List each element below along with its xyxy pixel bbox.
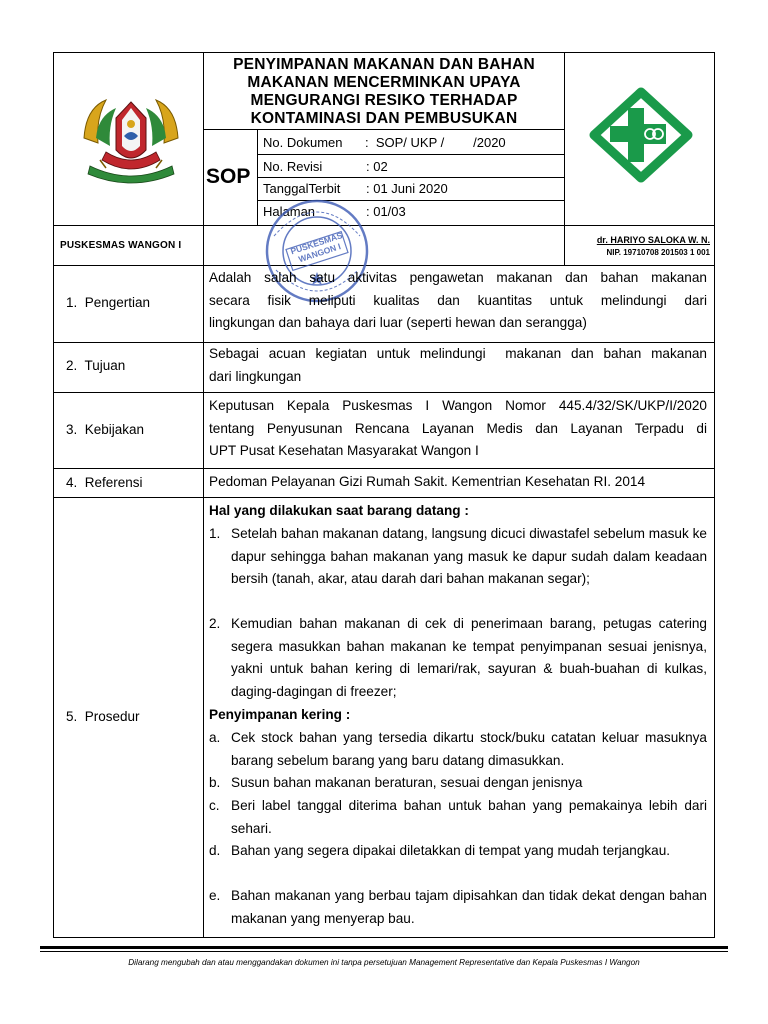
footer-disclaimer: Dilarang mengubah dan atau menggandakan dokumen ini tanpa persetujuan Management Representative dan Kepala Puskesmas I Wangon — [128, 958, 640, 967]
list-marker: c. — [209, 798, 220, 813]
signatory-nip: NIP. 19710708 201503 1 001 — [606, 248, 710, 257]
meta-value-no-revisi: : 02 — [366, 159, 388, 174]
text-line: UPT Pusat Kesehatan Masyarakat Wangon I — [209, 443, 479, 459]
table-top-border — [53, 52, 715, 53]
text-line: dari lingkungan — [209, 368, 302, 384]
regency-logo — [76, 88, 186, 188]
text-line: Adalah salah satu aktivitas pengawetan makanan dan bahan makanan — [209, 270, 707, 285]
section-tujuan-text — [209, 343, 707, 388]
section-pengertian-text — [209, 267, 707, 335]
header-bottom-line — [53, 265, 715, 266]
row-line-3 — [53, 468, 715, 469]
list-text: Beri label tanggal diterima bahan untuk bahan yang pemakainya lebih dari sehari. — [231, 798, 707, 836]
list-text: Bahan makanan yang berbau tajam dipisahkan dan tidak dekat dengan bahan makanan yang menyerap bau. — [231, 888, 707, 926]
list-item — [209, 613, 707, 703]
meta-label-halaman: Halaman — [263, 204, 316, 219]
section-kebijakan-text — [209, 395, 707, 463]
text-line: Keputusan Kepala Puskesmas I Wangon Nomor 445.4/32/SK/UKP/I/2020 — [209, 398, 707, 413]
stamp-text: PUSKESMAS WANGON I — [289, 230, 344, 265]
footer-rule-thin — [40, 951, 728, 952]
list-marker: a. — [209, 730, 221, 745]
meta-label-tanggal-terbit: TanggalTerbit — [263, 181, 341, 196]
title-line: MENGURANGI RESIKO TERHADAP — [250, 92, 518, 109]
list-item — [209, 772, 707, 795]
table-bottom-border — [53, 937, 715, 938]
list-item — [209, 727, 707, 772]
table-right-border — [714, 52, 715, 938]
meta-value-halaman: : 01/03 — [366, 204, 406, 219]
footer-rule-thick — [40, 946, 728, 949]
list-marker: 2. — [209, 616, 221, 631]
text-line: tentang Penyusunan Rencana Layanan Medis dan Layanan Terpadu di — [209, 420, 707, 436]
list-item — [209, 885, 707, 930]
title-line: MAKANAN MENCERMINKAN UPAYA — [247, 74, 521, 91]
text-line: Sebagai acuan kegiatan untuk melindungi makanan dan bahan makanan — [209, 346, 707, 361]
list-item — [209, 840, 707, 863]
meta-row-line-2 — [257, 177, 565, 178]
title-line: KONTAMINASI DAN PEMBUSUKAN — [250, 110, 518, 127]
list-text: Kemudian bahan makanan di cek di penerimaan barang, petugas catering segera masukkan bahan makanan ke tempat penyimpanan sesuai jenisnya, yakni untuk bahan kering di lemari/rak, sayuran & buah-buahan di kulkas, daging-dagingan di freezer; — [231, 616, 707, 699]
org-name: PUSKESMAS WANGON I — [60, 240, 182, 251]
title-line: PENYIMPANAN MAKANAN DAN BAHAN — [233, 56, 535, 73]
table-left-border — [53, 52, 54, 938]
row-line-4 — [53, 497, 715, 498]
body-col-divider — [203, 265, 204, 938]
list-text: Cek stock bahan yang tersedia dikartu stock/buku catatan keluar masuknya barang sebelum barang yang baru datang dimasukkan. — [231, 730, 707, 768]
signatory-name: dr. HARIYO SALOKA W. N. — [596, 235, 710, 245]
list-item — [209, 523, 707, 591]
text-line: lingkungan dan bahaya dari luar (seperti hewan dan serangga) — [209, 315, 587, 331]
list-marker: d. — [209, 843, 221, 858]
list-text: Setelah bahan makanan datang, langsung dicuci diwastafel sebelum masuk ke dapur sehingga bahan makanan yang masuk ke dapur sudah dalam keadaan bersih (tanah, akar, atau darah dari bahan makanan segar); — [231, 526, 707, 587]
header-row-line — [53, 225, 715, 226]
row-line-2 — [53, 392, 715, 393]
meta-value-tanggal-terbit: : 01 Juni 2020 — [366, 181, 448, 196]
section-label-tujuan: 2. Tujuan — [66, 358, 126, 373]
list-marker: e. — [209, 888, 221, 903]
meta-label-no-dokumen: No. Dokumen — [263, 135, 343, 150]
meta-label-no-revisi: No. Revisi — [263, 159, 323, 174]
list-item — [209, 795, 707, 840]
sop-label: SOP — [206, 165, 251, 188]
list-text: Bahan yang segera dipakai diletakkan di tempat yang mudah terjangkau. — [231, 843, 671, 858]
document-title — [203, 56, 565, 128]
section-label-kebijakan: 3. Kebijakan — [66, 422, 145, 437]
puskesmas-logo — [588, 86, 694, 184]
list-marker: 1. — [209, 526, 221, 541]
prosedur-heading-dry-storage: Penyimpanan kering : — [209, 707, 351, 722]
section-label-referensi: 4. Referensi — [66, 475, 143, 490]
text-line: secara fisik meliputi kualitas dan kuantitas untuk melindungi dari — [209, 292, 707, 308]
meta-value-no-dokumen: : SOP/ UKP / /2020 — [365, 135, 506, 150]
list-marker: b. — [209, 775, 221, 790]
section-label-prosedur: 5. Prosedur — [66, 709, 140, 724]
meta-row-line-1 — [257, 154, 565, 155]
section-label-pengertian: 1. Pengertian — [66, 295, 151, 310]
list-text: Susun bahan makanan beraturan, sesuai dengan jenisnya — [231, 775, 583, 790]
prosedur-heading-arrival: Hal yang dilakukan saat barang datang : — [209, 503, 469, 518]
section-referensi-text: Pedoman Pelayanan Gizi Rumah Sakit. Kementrian Kesehatan RI. 2014 — [209, 474, 646, 489]
